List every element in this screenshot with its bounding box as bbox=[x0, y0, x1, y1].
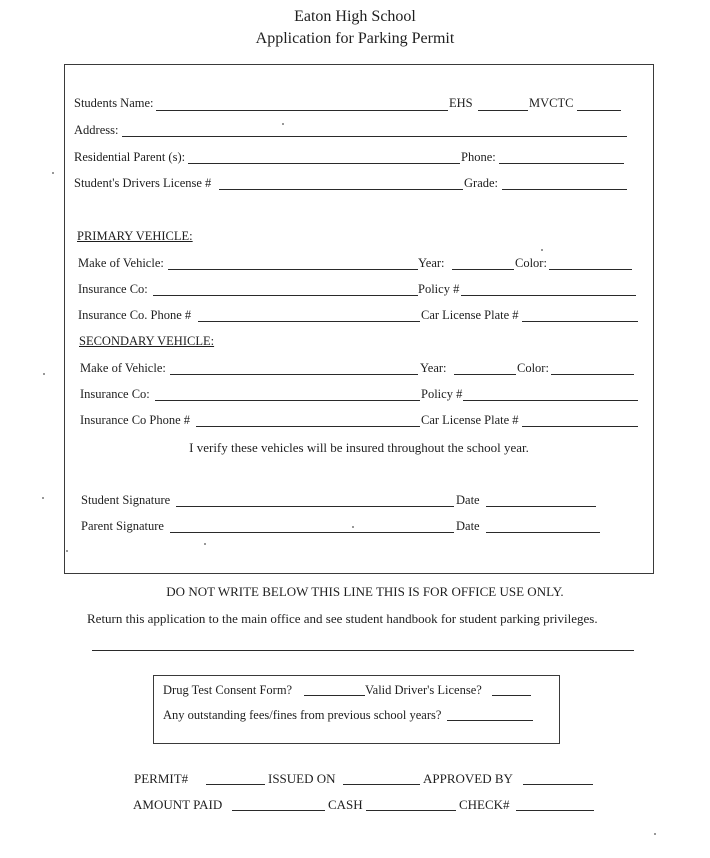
scan-speck bbox=[66, 550, 68, 552]
drivers-license-field[interactable] bbox=[219, 189, 463, 190]
approved-by-field[interactable] bbox=[523, 784, 593, 785]
primary-make-field[interactable] bbox=[168, 269, 418, 270]
primary-vehicle-heading: PRIMARY VEHICLE: bbox=[77, 229, 193, 243]
scan-speck bbox=[42, 497, 44, 499]
secondary-plate-field[interactable] bbox=[522, 426, 638, 427]
address-label: Address: bbox=[74, 123, 119, 137]
primary-policy-label: Policy # bbox=[418, 282, 460, 296]
address-field[interactable] bbox=[122, 136, 627, 137]
issued-on-field[interactable] bbox=[343, 784, 420, 785]
scan-speck bbox=[204, 543, 206, 545]
valid-license-label: Valid Driver's License? bbox=[365, 683, 482, 697]
secondary-plate-label: Car License Plate # bbox=[421, 413, 519, 427]
check-number-label: CHECK# bbox=[459, 797, 510, 812]
form-title: Application for Parking Permit bbox=[255, 30, 455, 47]
secondary-ins-phone-field[interactable] bbox=[196, 426, 420, 427]
scan-speck bbox=[541, 249, 543, 251]
permit-number-field[interactable] bbox=[206, 784, 265, 785]
drug-test-label: Drug Test Consent Form? bbox=[163, 683, 293, 697]
students-name-label: Students Name: bbox=[74, 96, 154, 110]
secondary-year-label: Year: bbox=[420, 361, 447, 375]
secondary-ins-phone-label: Insurance Co Phone # bbox=[80, 413, 191, 427]
primary-insurance-label: Insurance Co: bbox=[78, 282, 148, 296]
scan-speck bbox=[52, 172, 54, 174]
issued-on-label: ISSUED ON bbox=[268, 771, 336, 786]
primary-ins-phone-field[interactable] bbox=[198, 321, 420, 322]
office-use-notice: DO NOT WRITE BELOW THIS LINE THIS IS FOR OFFICE USE ONLY. bbox=[166, 584, 564, 599]
secondary-color-field[interactable] bbox=[551, 374, 634, 375]
parent-signature-field[interactable] bbox=[170, 532, 454, 533]
approved-by-label: APPROVED BY bbox=[423, 771, 513, 786]
permit-number-label: PERMIT# bbox=[134, 771, 189, 786]
student-date-label: Date bbox=[456, 493, 480, 507]
primary-color-label: Color: bbox=[515, 256, 547, 270]
primary-policy-field[interactable] bbox=[461, 295, 636, 296]
parent-date-label: Date bbox=[456, 519, 480, 533]
outstanding-fees-field[interactable] bbox=[447, 720, 533, 721]
return-notice: Return this application to the main office and see student handbook for student parking privileges. bbox=[87, 611, 598, 626]
scan-speck bbox=[43, 373, 45, 375]
secondary-vehicle-heading: SECONDARY VEHICLE: bbox=[79, 334, 215, 348]
residential-parent-label: Residential Parent (s): bbox=[74, 150, 186, 164]
grade-label: Grade: bbox=[464, 176, 499, 190]
primary-plate-label: Car License Plate # bbox=[421, 308, 519, 322]
secondary-year-field[interactable] bbox=[454, 374, 516, 375]
secondary-color-label: Color: bbox=[517, 361, 549, 375]
drug-test-field[interactable] bbox=[304, 695, 365, 696]
valid-license-field[interactable] bbox=[492, 695, 531, 696]
ehs-field[interactable] bbox=[478, 110, 528, 111]
students-name-field[interactable] bbox=[156, 110, 448, 111]
drivers-license-label: Student's Drivers License # bbox=[74, 176, 212, 190]
divider-line bbox=[92, 650, 634, 651]
ehs-label: EHS bbox=[449, 96, 473, 110]
student-signature-label: Student Signature bbox=[81, 493, 171, 507]
secondary-insurance-label: Insurance Co: bbox=[80, 387, 150, 401]
check-number-field[interactable] bbox=[516, 810, 594, 811]
phone-field[interactable] bbox=[499, 163, 624, 164]
primary-year-label: Year: bbox=[418, 256, 445, 270]
mvctc-label: MVCTC bbox=[529, 96, 574, 110]
parent-signature-label: Parent Signature bbox=[81, 519, 164, 533]
primary-plate-field[interactable] bbox=[522, 321, 638, 322]
amount-paid-label: AMOUNT PAID bbox=[133, 797, 223, 812]
mvctc-field[interactable] bbox=[577, 110, 621, 111]
residential-parent-field[interactable] bbox=[188, 163, 460, 164]
verify-statement: I verify these vehicles will be insured throughout the school year. bbox=[189, 440, 529, 455]
scan-speck bbox=[352, 526, 354, 528]
scan-speck bbox=[654, 833, 656, 835]
phone-label: Phone: bbox=[461, 150, 496, 164]
primary-year-field[interactable] bbox=[452, 269, 514, 270]
secondary-make-label: Make of Vehicle: bbox=[80, 361, 166, 375]
secondary-policy-field[interactable] bbox=[463, 400, 638, 401]
student-signature-field[interactable] bbox=[176, 506, 454, 507]
primary-color-field[interactable] bbox=[549, 269, 632, 270]
scan-speck bbox=[282, 123, 284, 125]
cash-field[interactable] bbox=[366, 810, 456, 811]
student-date-field[interactable] bbox=[486, 506, 596, 507]
parent-date-field[interactable] bbox=[486, 532, 600, 533]
primary-ins-phone-label: Insurance Co. Phone # bbox=[78, 308, 192, 322]
amount-paid-field[interactable] bbox=[232, 810, 325, 811]
primary-insurance-field[interactable] bbox=[153, 295, 418, 296]
secondary-insurance-field[interactable] bbox=[155, 400, 420, 401]
secondary-policy-label: Policy # bbox=[421, 387, 463, 401]
grade-field[interactable] bbox=[502, 189, 627, 190]
outstanding-fees-label: Any outstanding fees/fines from previous school years? bbox=[163, 708, 442, 722]
secondary-make-field[interactable] bbox=[170, 374, 418, 375]
cash-label: CASH bbox=[328, 797, 363, 812]
primary-make-label: Make of Vehicle: bbox=[78, 256, 164, 270]
school-name: Eaton High School bbox=[294, 8, 416, 25]
